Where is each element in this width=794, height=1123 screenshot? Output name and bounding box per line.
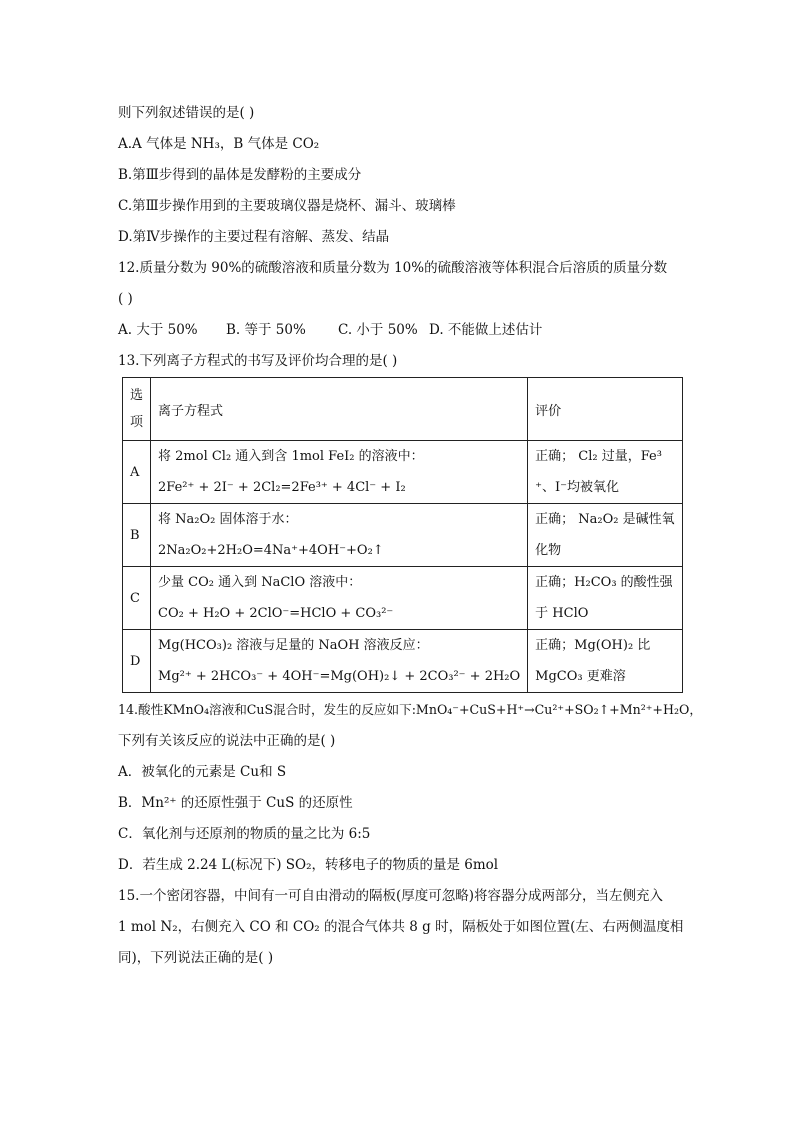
q14-option-c: C．氧化剂与还原剂的物质的量之比为 6:5 [118, 826, 371, 842]
row-option: B [123, 504, 151, 567]
evaluation-line-2: 化物 [535, 543, 562, 558]
table-row [123, 441, 683, 504]
q11-option-a: A.A 气体是 NH₃，B 气体是 CO₂ [118, 136, 320, 152]
q12-answer-paren: ( ) [118, 291, 133, 307]
q11-option-d: D.第Ⅳ步操作的主要过程有溶解、蒸发、结晶 [118, 229, 390, 245]
row-equation [151, 504, 528, 567]
row-evaluation [528, 567, 682, 630]
evaluation-line-1: 正确；Mg(OH)₂ 比 [535, 638, 651, 653]
q14-stem-line-2: 下列有关该反应的说法中正确的是( ) [118, 733, 336, 749]
evaluation-line-1: 正确；H₂CO₃ 的酸性强 [535, 575, 673, 590]
q13-table [122, 377, 683, 693]
row-option: D [123, 630, 151, 693]
q12-stem: 12.质量分数为 90%的硫酸溶液和质量分数为 10%的硫酸溶液等体积混合后溶质的质量分数 [118, 260, 668, 276]
q12-option-d: D. 不能做上述估计 [429, 322, 543, 338]
equation-desc: 少量 CO₂ 通入到 NaClO 溶液中： [158, 575, 362, 590]
evaluation-line-2: ⁺、I⁻均被氧化 [535, 480, 620, 495]
q14-option-d: D．若生成 2.24 L(标况下) SO₂，转移电子的物质的量是 6mol [118, 857, 499, 873]
table-row [123, 567, 683, 630]
header-evaluation: 评价 [528, 378, 682, 441]
q12-options [118, 320, 542, 340]
q13-stem: 13.下列离子方程式的书写及评价均合理的是( ) [118, 353, 398, 369]
q12-option-c: C. 小于 50% [338, 322, 418, 338]
row-evaluation [528, 630, 682, 693]
q15-stem-line-1: 15.一个密闭容器，中间有一可自由滑动的隔板(厚度可忽略)将容器分成两部分，当左侧充入 [118, 888, 664, 904]
q15-stem-line-2: 1 mol N₂，右侧充入 CO 和 CO₂ 的混合气体共 8 g 时，隔板处于如图位置(左、右两侧温度相 [118, 919, 684, 935]
row-equation [151, 567, 528, 630]
evaluation-line-1: 正确； Cl₂ 过量，Fe³ [535, 449, 662, 464]
row-equation [151, 441, 528, 504]
header-option-char-1: 选 [130, 388, 144, 403]
question-intro: 则下列叙述错误的是( ) [118, 105, 255, 121]
row-equation [151, 630, 528, 693]
header-equation: 离子方程式 [151, 378, 528, 441]
row-evaluation [528, 441, 682, 504]
equation-desc: 将 2mol Cl₂ 通入到含 1mol FeI₂ 的溶液中： [158, 449, 424, 464]
equation-desc: Mg(HCO₃)₂ 溶液与足量的 NaOH 溶液反应： [158, 638, 429, 653]
q14-option-b: B．Mn²⁺ 的还原性强于 CuS 的还原性 [118, 795, 353, 811]
q12-option-b: B. 等于 50% [226, 322, 306, 338]
table-row [123, 630, 683, 693]
header-option-char-2: 项 [130, 415, 144, 430]
q14-stem-line-1: 14.酸性KMnO₄溶液和CuS混合时，发生的反应如下:MnO₄⁻+CuS+H⁺→Cu²⁺+SO₂↑+Mn²⁺+H₂O， [118, 702, 702, 717]
row-evaluation [528, 504, 682, 567]
equation-formula: CO₂ + H₂O + 2ClO⁻=HClO + CO₃²⁻ [158, 606, 394, 621]
q11-option-b: B.第Ⅲ步得到的晶体是发酵粉的主要成分 [118, 167, 362, 183]
row-option: A [123, 441, 151, 504]
table-header-row [123, 378, 683, 441]
q11-option-c: C.第Ⅲ步操作用到的主要玻璃仪器是烧杯、漏斗、玻璃棒 [118, 198, 456, 214]
q12-option-a: A. 大于 50% [118, 322, 198, 338]
evaluation-line-2: 于 HClO [535, 606, 589, 621]
table-row [123, 504, 683, 567]
equation-formula: 2Fe²⁺ + 2I⁻ + 2Cl₂=2Fe³⁺ + 4Cl⁻ + I₂ [158, 480, 406, 495]
equation-formula: 2Na₂O₂+2H₂O=4Na⁺+4OH⁻+O₂↑ [158, 543, 384, 558]
evaluation-line-1: 正确； Na₂O₂ 是碱性氧 [535, 512, 675, 527]
q15-stem-line-3: 同)，下列说法正确的是( ) [118, 950, 274, 966]
q14-option-a: A．被氧化的元素是 Cu和 S [118, 764, 287, 780]
evaluation-line-2: MgCO₃ 更难溶 [535, 669, 626, 684]
equation-formula: Mg²⁺ + 2HCO₃⁻ + 4OH⁻=Mg(OH)₂↓ + 2CO₃²⁻ + 2H₂O [158, 669, 521, 684]
header-option [123, 378, 151, 441]
row-option: C [123, 567, 151, 630]
equation-desc: 将 Na₂O₂ 固体溶于水： [158, 512, 298, 527]
